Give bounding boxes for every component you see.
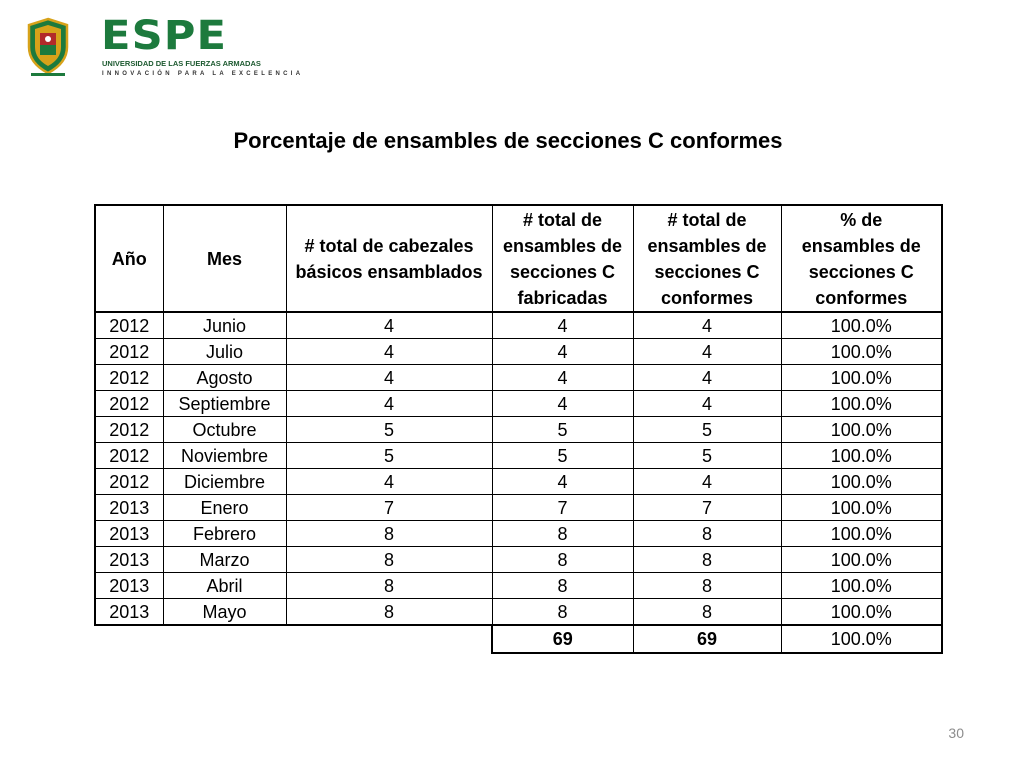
cell-porcentaje: 100.0% — [781, 365, 942, 391]
table-row — [95, 312, 942, 339]
table-row — [95, 417, 942, 443]
table-row — [95, 573, 942, 599]
cell-mes: Octubre — [163, 417, 286, 443]
total-porcentaje: 100.0% — [781, 625, 942, 653]
cell-porcentaje: 100.0% — [781, 443, 942, 469]
cell-fabricadas: 4 — [492, 365, 633, 391]
cell-conformes: 4 — [633, 391, 781, 417]
cell-fabricadas: 8 — [492, 521, 633, 547]
table-row — [95, 547, 942, 573]
cell-anio: 2012 — [95, 469, 163, 495]
header-porcentaje: % de ensambles de secciones C conformes — [781, 205, 942, 312]
header-cabezales: # total de cabezales básicos ensamblados — [286, 205, 492, 312]
cell-fabricadas: 5 — [492, 417, 633, 443]
cell-cabezales: 8 — [286, 573, 492, 599]
university-crest-icon — [25, 17, 71, 77]
header-fabricadas: # total de ensambles de secciones C fabricadas — [492, 205, 633, 312]
cell-porcentaje: 100.0% — [781, 417, 942, 443]
page-title: Porcentaje de ensambles de secciones C conformes — [233, 128, 783, 153]
cell-mes: Enero — [163, 495, 286, 521]
cell-fabricadas: 8 — [492, 573, 633, 599]
cell-cabezales: 4 — [286, 339, 492, 365]
table-row — [95, 599, 942, 626]
cell-mes: Febrero — [163, 521, 286, 547]
cell-conformes: 5 — [633, 443, 781, 469]
data-table — [94, 204, 943, 654]
cell-fabricadas: 4 — [492, 339, 633, 365]
cell-anio: 2013 — [95, 599, 163, 626]
cell-conformes: 5 — [633, 417, 781, 443]
cell-conformes: 4 — [633, 469, 781, 495]
cell-cabezales: 7 — [286, 495, 492, 521]
cell-porcentaje: 100.0% — [781, 547, 942, 573]
cell-fabricadas: 4 — [492, 312, 633, 339]
cell-mes: Septiembre — [163, 391, 286, 417]
cell-fabricadas: 4 — [492, 469, 633, 495]
cell-anio: 2012 — [95, 365, 163, 391]
cell-porcentaje: 100.0% — [781, 495, 942, 521]
cell-cabezales: 8 — [286, 599, 492, 626]
cell-conformes: 7 — [633, 495, 781, 521]
cell-conformes: 4 — [633, 339, 781, 365]
brand-name: ESPE — [101, 13, 228, 59]
cell-fabricadas: 5 — [492, 443, 633, 469]
table-row — [95, 469, 942, 495]
cell-anio: 2012 — [95, 443, 163, 469]
header-anio: Año — [95, 205, 163, 312]
cell-mes: Diciembre — [163, 469, 286, 495]
cell-anio: 2012 — [95, 391, 163, 417]
cell-porcentaje: 100.0% — [781, 573, 942, 599]
cell-cabezales: 5 — [286, 443, 492, 469]
cell-mes: Agosto — [163, 365, 286, 391]
header-conformes: # total de ensambles de secciones C conformes — [633, 205, 781, 312]
table-row — [95, 391, 942, 417]
cell-porcentaje: 100.0% — [781, 339, 942, 365]
cell-cabezales: 4 — [286, 312, 492, 339]
table-row — [95, 443, 942, 469]
cell-conformes: 8 — [633, 521, 781, 547]
cell-conformes: 4 — [633, 365, 781, 391]
totals-row — [95, 625, 942, 653]
cell-anio: 2013 — [95, 521, 163, 547]
cell-fabricadas: 4 — [492, 391, 633, 417]
university-logo — [25, 13, 304, 79]
cell-mes: Junio — [163, 312, 286, 339]
cell-fabricadas: 8 — [492, 599, 633, 626]
slide-number: 30 — [948, 725, 964, 741]
table-row — [95, 365, 942, 391]
cell-conformes: 4 — [633, 312, 781, 339]
cell-anio: 2013 — [95, 573, 163, 599]
cell-anio: 2012 — [95, 417, 163, 443]
cell-porcentaje: 100.0% — [781, 391, 942, 417]
cell-porcentaje: 100.0% — [781, 312, 942, 339]
cell-anio: 2012 — [95, 339, 163, 365]
cell-mes: Noviembre — [163, 443, 286, 469]
brand-motto: INNOVACIÓN PARA LA EXCELENCIA — [102, 71, 304, 77]
cell-fabricadas: 7 — [492, 495, 633, 521]
cell-mes: Julio — [163, 339, 286, 365]
cell-cabezales: 4 — [286, 365, 492, 391]
cell-porcentaje: 100.0% — [781, 521, 942, 547]
cell-cabezales: 4 — [286, 469, 492, 495]
brand-subtitle: UNIVERSIDAD DE LAS FUERZAS ARMADAS — [102, 59, 261, 68]
cell-porcentaje: 100.0% — [781, 599, 942, 626]
total-fabricadas: 69 — [492, 625, 633, 653]
cell-cabezales: 8 — [286, 521, 492, 547]
cell-conformes: 8 — [633, 599, 781, 626]
table-row — [95, 339, 942, 365]
header-mes: Mes — [163, 205, 286, 312]
cell-fabricadas: 8 — [492, 547, 633, 573]
table-row — [95, 521, 942, 547]
cell-anio: 2012 — [95, 312, 163, 339]
total-conformes: 69 — [633, 625, 781, 653]
cell-anio: 2013 — [95, 495, 163, 521]
cell-mes: Abril — [163, 573, 286, 599]
table-row — [95, 495, 942, 521]
cell-porcentaje: 100.0% — [781, 469, 942, 495]
cell-cabezales: 5 — [286, 417, 492, 443]
cell-mes: Marzo — [163, 547, 286, 573]
cell-conformes: 8 — [633, 547, 781, 573]
cell-cabezales: 4 — [286, 391, 492, 417]
table-header-row — [95, 205, 942, 312]
cell-anio: 2013 — [95, 547, 163, 573]
cell-conformes: 8 — [633, 573, 781, 599]
cell-mes: Mayo — [163, 599, 286, 626]
cell-cabezales: 8 — [286, 547, 492, 573]
